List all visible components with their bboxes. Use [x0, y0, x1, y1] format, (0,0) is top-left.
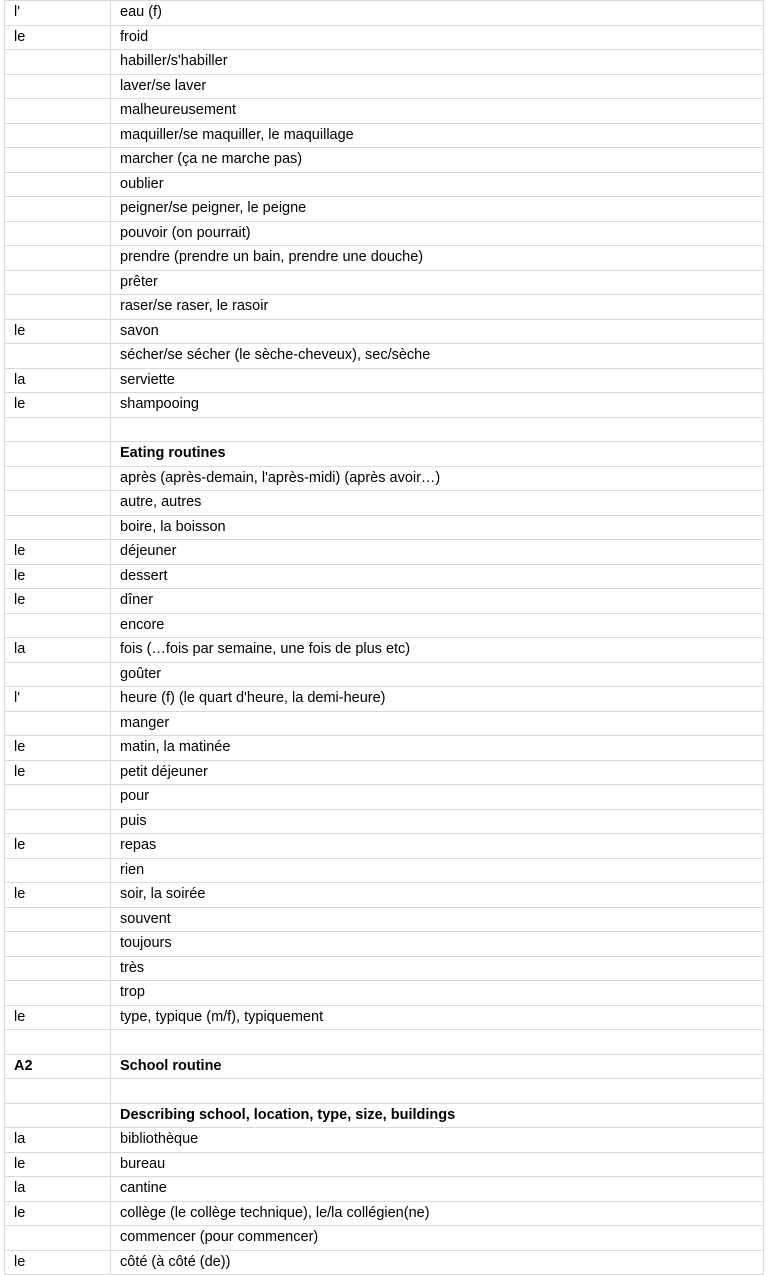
- article-cell: l': [5, 687, 111, 712]
- table-row: [5, 736, 764, 761]
- article-cell: [5, 932, 111, 957]
- term-cell: eau (f): [111, 1, 764, 26]
- article-cell: [5, 1103, 111, 1128]
- section-heading-row: [5, 442, 764, 467]
- table-row: [5, 344, 764, 369]
- term-cell: cantine: [111, 1177, 764, 1202]
- article-cell: A2: [5, 1054, 111, 1079]
- term-cell: dessert: [111, 564, 764, 589]
- term-cell: fois (…fois par semaine, une fois de plus etc): [111, 638, 764, 663]
- table-row: [5, 74, 764, 99]
- term-cell: très: [111, 956, 764, 981]
- article-cell: [5, 466, 111, 491]
- article-cell: [5, 442, 111, 467]
- article-cell: [5, 1030, 111, 1055]
- article-cell: le: [5, 1005, 111, 1030]
- article-cell: [5, 74, 111, 99]
- term-cell: savon: [111, 319, 764, 344]
- article-cell: la: [5, 1128, 111, 1153]
- term-cell: [111, 1079, 764, 1104]
- term-cell: repas: [111, 834, 764, 859]
- term-cell: souvent: [111, 907, 764, 932]
- table-row: [5, 883, 764, 908]
- term-cell: toujours: [111, 932, 764, 957]
- table-row: [5, 834, 764, 859]
- table-row: [5, 1005, 764, 1030]
- table-row: [5, 589, 764, 614]
- spacer-row: [5, 417, 764, 442]
- table-row: [5, 295, 764, 320]
- term-cell: shampooing: [111, 393, 764, 418]
- term-cell: après (après-demain, l'après-midi) (après avoir…): [111, 466, 764, 491]
- term-cell: collège (le collège technique), le/la collégien(ne): [111, 1201, 764, 1226]
- term-cell: pouvoir (on pourrait): [111, 221, 764, 246]
- table-row: [5, 99, 764, 124]
- section-heading-label: Eating routines: [111, 442, 764, 467]
- article-cell: le: [5, 1152, 111, 1177]
- term-cell: heure (f) (le quart d'heure, la demi-heure): [111, 687, 764, 712]
- table-row: [5, 123, 764, 148]
- table-row: [5, 662, 764, 687]
- table-row: [5, 711, 764, 736]
- article-cell: [5, 123, 111, 148]
- table-row: [5, 785, 764, 810]
- article-cell: l': [5, 1, 111, 26]
- term-cell: trop: [111, 981, 764, 1006]
- article-cell: [5, 809, 111, 834]
- table-row: [5, 858, 764, 883]
- article-cell: le: [5, 589, 111, 614]
- table-row: [5, 540, 764, 565]
- term-cell: matin, la matinée: [111, 736, 764, 761]
- vocabulary-table-body: [5, 1, 764, 1275]
- article-cell: [5, 858, 111, 883]
- article-cell: [5, 148, 111, 173]
- term-cell: habiller/s'habiller: [111, 50, 764, 75]
- article-cell: [5, 197, 111, 222]
- term-cell: prendre (prendre un bain, prendre une douche): [111, 246, 764, 271]
- article-cell: la: [5, 368, 111, 393]
- table-row: [5, 760, 764, 785]
- table-row: [5, 981, 764, 1006]
- article-cell: [5, 295, 111, 320]
- table-row: [5, 956, 764, 981]
- article-cell: le: [5, 834, 111, 859]
- article-cell: [5, 246, 111, 271]
- term-cell: serviette: [111, 368, 764, 393]
- table-row: [5, 221, 764, 246]
- table-row: [5, 687, 764, 712]
- article-cell: [5, 417, 111, 442]
- table-row: [5, 638, 764, 663]
- table-row: [5, 491, 764, 516]
- article-cell: [5, 50, 111, 75]
- spacer-row: [5, 1079, 764, 1104]
- term-cell: puis: [111, 809, 764, 834]
- term-cell: froid: [111, 25, 764, 50]
- article-cell: [5, 515, 111, 540]
- article-cell: [5, 491, 111, 516]
- article-cell: [5, 172, 111, 197]
- term-cell: soir, la soirée: [111, 883, 764, 908]
- term-cell: commencer (pour commencer): [111, 1226, 764, 1251]
- term-cell: bureau: [111, 1152, 764, 1177]
- article-cell: [5, 785, 111, 810]
- article-cell: [5, 1226, 111, 1251]
- article-cell: le: [5, 564, 111, 589]
- table-row: [5, 907, 764, 932]
- term-cell: [111, 1030, 764, 1055]
- table-row: [5, 148, 764, 173]
- article-cell: [5, 344, 111, 369]
- article-cell: [5, 907, 111, 932]
- term-cell: rien: [111, 858, 764, 883]
- term-cell: maquiller/se maquiller, le maquillage: [111, 123, 764, 148]
- term-cell: boire, la boisson: [111, 515, 764, 540]
- term-cell: laver/se laver: [111, 74, 764, 99]
- article-cell: le: [5, 540, 111, 565]
- term-cell: manger: [111, 711, 764, 736]
- article-cell: [5, 1079, 111, 1104]
- table-row: [5, 1128, 764, 1153]
- table-row: [5, 613, 764, 638]
- article-cell: [5, 613, 111, 638]
- table-row: [5, 564, 764, 589]
- section-heading-row: [5, 1103, 764, 1128]
- article-cell: le: [5, 319, 111, 344]
- term-cell: type, typique (m/f), typiquement: [111, 1005, 764, 1030]
- article-cell: le: [5, 393, 111, 418]
- term-cell: côté (à côté (de)): [111, 1250, 764, 1275]
- article-cell: le: [5, 736, 111, 761]
- table-row: [5, 270, 764, 295]
- table-row: [5, 932, 764, 957]
- article-cell: [5, 99, 111, 124]
- section-heading-label: Describing school, location, type, size, buildings: [111, 1103, 764, 1128]
- table-row: [5, 1, 764, 26]
- term-cell: peigner/se peigner, le peigne: [111, 197, 764, 222]
- article-cell: [5, 981, 111, 1006]
- article-cell: [5, 662, 111, 687]
- section-heading-label: School routine: [111, 1054, 764, 1079]
- term-cell: [111, 417, 764, 442]
- article-cell: le: [5, 1250, 111, 1275]
- table-row: [5, 393, 764, 418]
- table-row: [5, 25, 764, 50]
- term-cell: encore: [111, 613, 764, 638]
- article-cell: [5, 270, 111, 295]
- article-cell: la: [5, 638, 111, 663]
- article-cell: la: [5, 1177, 111, 1202]
- table-row: [5, 1152, 764, 1177]
- table-row: [5, 368, 764, 393]
- term-cell: bibliothèque: [111, 1128, 764, 1153]
- term-cell: déjeuner: [111, 540, 764, 565]
- term-cell: dîner: [111, 589, 764, 614]
- table-row: [5, 1177, 764, 1202]
- term-cell: malheureusement: [111, 99, 764, 124]
- term-cell: petit déjeuner: [111, 760, 764, 785]
- vocabulary-table: [4, 0, 764, 1275]
- table-row: [5, 1201, 764, 1226]
- term-cell: oublier: [111, 172, 764, 197]
- article-cell: [5, 221, 111, 246]
- article-cell: [5, 711, 111, 736]
- section-heading-row: [5, 1054, 764, 1079]
- term-cell: autre, autres: [111, 491, 764, 516]
- table-row: [5, 1250, 764, 1275]
- term-cell: sécher/se sécher (le sèche-cheveux), sec/sèche: [111, 344, 764, 369]
- term-cell: pour: [111, 785, 764, 810]
- table-row: [5, 809, 764, 834]
- article-cell: le: [5, 1201, 111, 1226]
- table-row: [5, 1226, 764, 1251]
- term-cell: marcher (ça ne marche pas): [111, 148, 764, 173]
- article-cell: le: [5, 760, 111, 785]
- article-cell: [5, 956, 111, 981]
- article-cell: le: [5, 883, 111, 908]
- table-row: [5, 319, 764, 344]
- spacer-row: [5, 1030, 764, 1055]
- table-row: [5, 466, 764, 491]
- table-row: [5, 246, 764, 271]
- table-row: [5, 172, 764, 197]
- term-cell: goûter: [111, 662, 764, 687]
- table-row: [5, 515, 764, 540]
- table-row: [5, 197, 764, 222]
- term-cell: prêter: [111, 270, 764, 295]
- table-row: [5, 50, 764, 75]
- article-cell: le: [5, 25, 111, 50]
- term-cell: raser/se raser, le rasoir: [111, 295, 764, 320]
